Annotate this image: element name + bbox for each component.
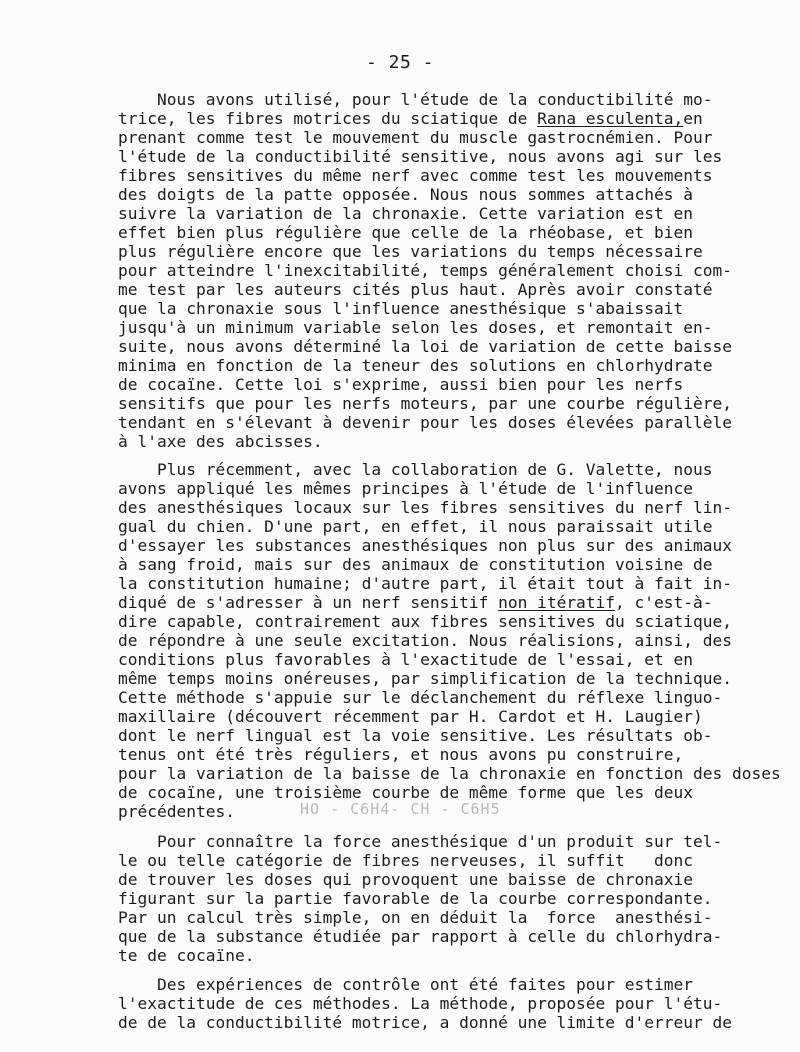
text-line: de cocaïne. Cette loi s'exprime, aussi bien pour les nerfs (118, 375, 684, 394)
text-line (118, 593, 788, 612)
text-line: la constitution humaine; d'autre part, il était tout à fait in- (118, 574, 732, 593)
term-underlined: non itératif (498, 593, 616, 612)
text-line: plus régulière encore que les variations du temps nécessaire (118, 242, 703, 261)
text-line: fibres sensitives du même nerf avec comme test les mouvements (118, 166, 713, 185)
text-line: figurant sur la partie favorable de la courbe correspondante. (118, 889, 713, 908)
text-line-end: , c'est-à- (615, 593, 713, 612)
text-line: avons appliqué les mêmes principes à l'étude de l'influence (118, 479, 693, 498)
text-line: me test par les auteurs cités plus haut. Après avoir constaté (118, 280, 713, 299)
show-through-formula: HO - C6H4- CH - C6H5 (300, 800, 501, 818)
text-line: Par un calcul très simple, on en déduit la force anesthési- (118, 908, 713, 927)
text-line: d'essayer les substances anesthésiques non plus sur des animaux (118, 536, 732, 555)
text-line-start: diqué de s'adresser à un nerf sensitif (118, 593, 499, 612)
text-line: Cette méthode s'appuie sur le déclanchement du réflexe linguo- (118, 688, 723, 707)
text-line: de cocaïne, une troisième courbe de même forme que les deux (118, 783, 693, 802)
text-line: suivre la variation de la chronaxie. Cette variation est en (118, 204, 693, 223)
text-line: dont le nerf lingual est la voie sensitive. Les résultats ob- (118, 726, 713, 745)
text-line-start: trice, les fibres motrices du sciatique de (118, 109, 538, 128)
text-line: gual du chien. D'une part, en effet, il nous paraissait utile (118, 517, 713, 536)
text-line: minima en fonction de la teneur des solutions en chlorhydrate (118, 356, 713, 375)
text-line: dire capable, contrairement aux fibres sensitives du sciatique, (118, 612, 732, 631)
text-line: des doigts de la patte opposée. Nous nous sommes attachés à (118, 185, 693, 204)
text-line: maxillaire (découvert récemment par H. Cardot et H. Laugier) (118, 707, 703, 726)
text-line: précédentes. (118, 802, 235, 821)
text-line: tenus ont été très réguliers, et nous avons pu construire, (118, 745, 684, 764)
text-line: l'étude de la conductibilité sensitive, nous avons agi sur les (118, 147, 723, 166)
paragraph-3 (118, 832, 788, 965)
text-line: des anesthésiques locaux sur les fibres sensitives du nerf lin- (118, 498, 732, 517)
text-line: Des expériences de contrôle ont été faites pour estimer (118, 975, 693, 994)
text-line: Pour connaître la force anesthésique d'un produit sur tel- (118, 832, 723, 851)
species-name-underlined: Rana esculenta, (537, 109, 684, 128)
paragraph-2 (118, 460, 788, 821)
text-line: pour atteindre l'inexcitabilité, temps généralement choisi com- (118, 261, 732, 280)
text-line: conditions plus favorables à l'exactitude de l'essai, et en (118, 650, 693, 669)
text-line: l'exactitude de ces méthodes. La méthode, proposée pour l'étu- (118, 994, 723, 1013)
text-line: à l'axe des abcisses. (118, 432, 323, 451)
text-line: de répondre à une seule excitation. Nous réalisions, ainsi, des (118, 631, 732, 650)
text-line: sensitifs que pour les nerfs moteurs, par une courbe régulière, (118, 394, 732, 413)
text-line: effet bien plus régulière que celle de la rhéobase, et bien (118, 223, 693, 242)
paragraph-1 (118, 90, 788, 451)
text-line: même temps moins onéreuses, par simplification de la technique. (118, 669, 732, 688)
text-line: suite, nous avons déterminé la loi de variation de cette baisse (118, 337, 732, 356)
page-number: - 25 - (365, 52, 435, 73)
text-line: que de la substance étudiée par rapport à celle du chlorhydra- (118, 927, 723, 946)
text-line: Nous avons utilisé, pour l'étude de la conductibilité mo- (118, 90, 713, 109)
text-line (118, 109, 788, 128)
text-line-end: en (683, 109, 703, 128)
text-line: jusqu'à un minimum variable selon les doses, et remontait en- (118, 318, 713, 337)
text-line: prenant comme test le mouvement du muscle gastrocnémien. Pour (118, 128, 713, 147)
text-line: tendant en s'élevant à devenir pour les doses élevées parallèle (118, 413, 732, 432)
text-line: à sang froid, mais sur des animaux de constitution voisine de (118, 555, 713, 574)
paragraph-4 (118, 975, 788, 1032)
text-line: de trouver les doses qui provoquent une baisse de chronaxie (118, 870, 693, 889)
text-line: te de cocaïne. (118, 946, 255, 965)
text-line: de de la conductibilité motrice, a donné une limite d'erreur de (118, 1013, 732, 1032)
text-line: pour la variation de la baisse de la chronaxie en fonction des doses (118, 764, 781, 783)
text-line: que la chronaxie sous l'influence anesthésique s'abaissait (118, 299, 684, 318)
text-line: le ou telle catégorie de fibres nerveuses, il suffit donc (118, 851, 693, 870)
text-line: Plus récemment, avec la collaboration de G. Valette, nous (118, 460, 713, 479)
